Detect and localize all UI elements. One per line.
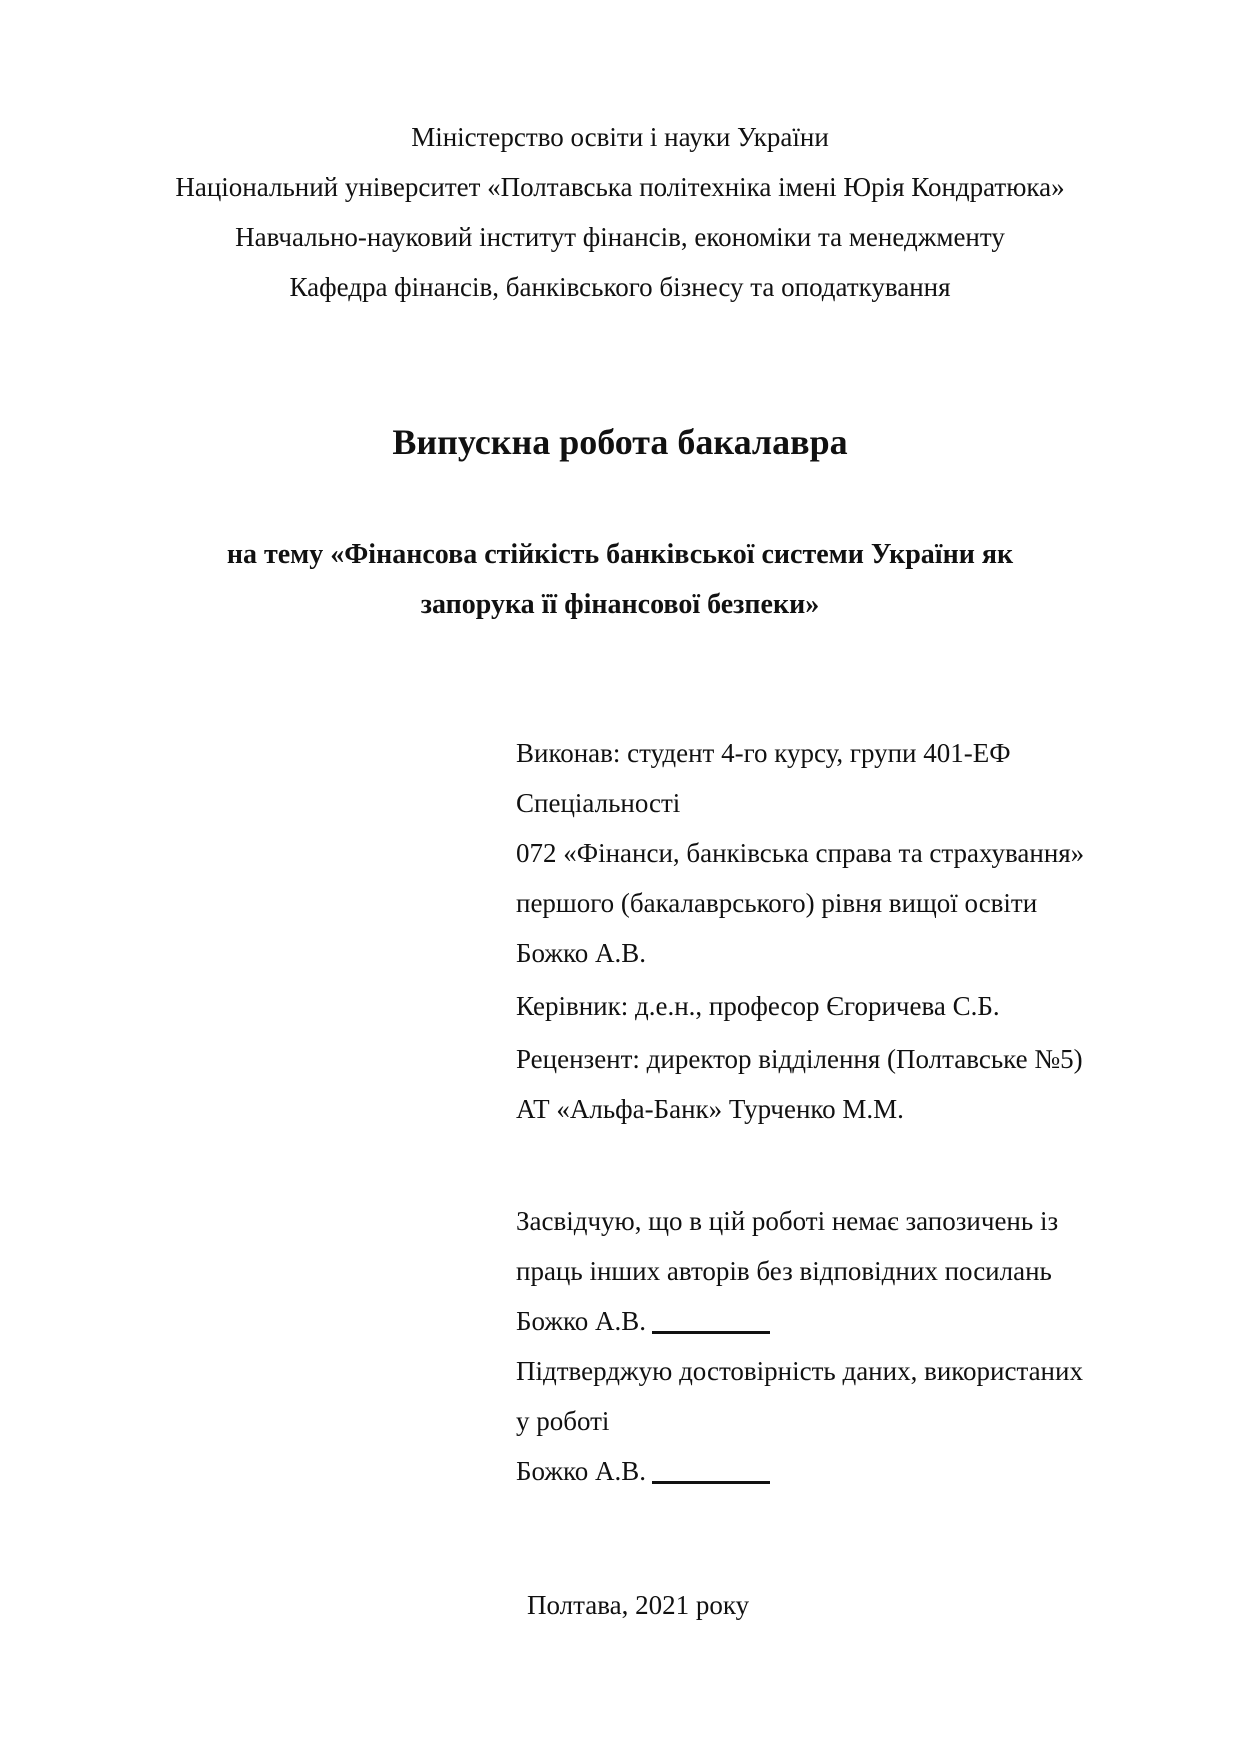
attestation-line-2: праць інших авторів без відповідних посилань xyxy=(516,1256,1052,1286)
signature-1-line xyxy=(652,1331,770,1334)
place-and-year: Полтава, 2021 року xyxy=(527,1590,750,1620)
performed-by: Виконав: студент 4-го курсу, групи 401-ЕФ xyxy=(516,738,1011,768)
department-name: Кафедра фінансів, банківського бізнесу та оподаткування xyxy=(289,272,951,302)
confirmation-line-2: у роботі xyxy=(516,1406,610,1436)
signature-row-2 xyxy=(516,1446,1216,1496)
attestation-line-1: Засвідчую, що в цій роботі немає запозичень із xyxy=(516,1206,1059,1236)
education-level: першого (бакалаврського) рівня вищої освіти xyxy=(516,888,1038,918)
institute-name: Навчально-науковий інститут фінансів, економіки та менеджменту xyxy=(235,222,1005,252)
thesis-topic xyxy=(0,530,1240,630)
specialty-name: 072 «Фінанси, банківська справа та страхування» xyxy=(516,838,1085,868)
reviewer-line-1: Рецензент: директор відділення (Полтавське №5) xyxy=(516,1044,1083,1074)
supervisor: Керівник: д.е.н., професор Єгоричева С.Б. xyxy=(516,991,1000,1021)
university-name: Національний університет «Полтавська політехніка імені Юрія Кондратюка» xyxy=(175,172,1065,202)
institution-header xyxy=(0,112,1240,312)
topic-line-2: запорука її фінансової безпеки» xyxy=(420,589,820,620)
document-title: Випускна робота бакалавра xyxy=(392,422,848,462)
signature-2-line xyxy=(652,1481,770,1484)
signature-1-name: Божко А.В. xyxy=(516,1306,646,1336)
attestation-block xyxy=(516,1196,1216,1496)
signature-2-name: Божко А.В. xyxy=(516,1456,646,1486)
student-name: Божко А.В. xyxy=(516,938,646,968)
author-info-block xyxy=(516,728,1216,1134)
ministry-name: Міністерство освіти і науки України xyxy=(411,122,829,152)
confirmation-line-1: Підтверджую достовірність даних, використаних xyxy=(516,1356,1083,1386)
reviewer-line-2: АТ «Альфа-Банк» Турченко М.М. xyxy=(516,1094,904,1124)
topic-line-1: на тему «Фінансова стійкість банківської системи України як xyxy=(226,539,1014,570)
signature-row-1 xyxy=(516,1296,1216,1346)
specialty-label: Спеціальності xyxy=(516,788,681,818)
